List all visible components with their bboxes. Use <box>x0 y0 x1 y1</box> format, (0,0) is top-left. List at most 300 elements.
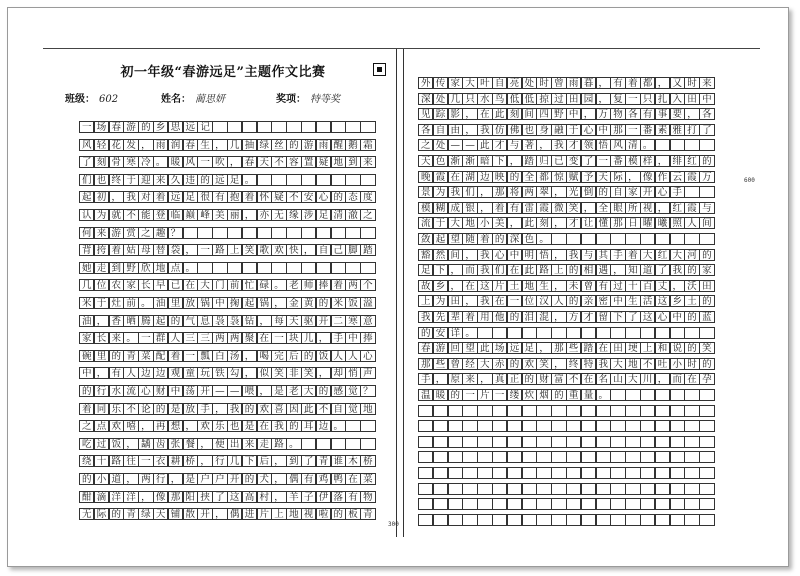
grid-cell: — <box>448 139 463 151</box>
grid-cell <box>462 483 477 495</box>
grid-cell: 啦 <box>316 508 331 520</box>
grid-cell: 是 <box>271 385 286 397</box>
grid-cell: 仿 <box>492 124 507 136</box>
grid-cell: 暗 <box>477 155 492 167</box>
grid-cell: 掬 <box>227 297 242 309</box>
grid-cell: 人 <box>345 350 360 362</box>
grid-cell: 青 <box>316 455 331 467</box>
grid-cell: 我 <box>477 249 492 261</box>
grid-cell <box>522 405 537 417</box>
grid-cell: 一 <box>183 350 198 362</box>
grid-cell: 有 <box>109 367 124 379</box>
grid-cell: 起 <box>242 297 257 309</box>
grid-cell: 怀 <box>257 191 272 203</box>
grid-cell: 安 <box>301 191 316 203</box>
grid-cell: 美 <box>492 217 507 229</box>
grid-cell: ， <box>462 108 477 120</box>
grid-cell: 边 <box>138 367 153 379</box>
grid-cell: 我 <box>227 403 242 415</box>
grid-cell <box>197 227 212 239</box>
grid-cell <box>566 483 581 495</box>
grid-cell <box>566 405 581 417</box>
grid-cell: 散 <box>183 508 198 520</box>
grid-cell: 的 <box>286 139 301 151</box>
grid-cell: 此 <box>522 264 537 276</box>
grid-row <box>418 405 714 417</box>
grid-cell: 犬 <box>257 473 272 485</box>
grid-cell <box>670 436 685 448</box>
grid-cell: 红 <box>655 249 670 261</box>
grid-cell <box>625 436 640 448</box>
grid-cell <box>477 514 492 526</box>
grid-row <box>79 403 375 415</box>
grid-cell: ， <box>183 420 198 432</box>
grid-cell <box>640 467 655 479</box>
grid-cell: 着 <box>477 233 492 245</box>
grid-cell: 在 <box>477 108 492 120</box>
grid-cell <box>492 498 507 510</box>
grid-cell: ， <box>625 171 640 183</box>
grid-cell: 望 <box>462 342 477 354</box>
grid-cell: 过 <box>610 280 625 292</box>
grid-cell: 前 <box>227 279 242 291</box>
grid-cell: 是 <box>183 473 198 485</box>
grid-cell: 霜 <box>360 139 375 151</box>
grid-cell: 自 <box>492 77 507 89</box>
grid-cell: 真 <box>492 373 507 385</box>
grid-cell: 手 <box>418 373 433 385</box>
grid-cell: 曦 <box>655 217 670 229</box>
grid-cell <box>197 262 212 274</box>
grid-row <box>418 467 714 479</box>
class-value: 602 <box>99 94 119 105</box>
grid-cell <box>507 436 522 448</box>
grid-cell: 有 <box>301 473 316 485</box>
grid-cell <box>301 121 316 133</box>
grid-cell <box>551 498 566 510</box>
grid-cell: 悄 <box>345 367 360 379</box>
grid-cell <box>522 436 537 448</box>
grid-cell: 香 <box>109 315 124 327</box>
grid-cell: 偶 <box>286 473 301 485</box>
grid-cell <box>507 483 522 495</box>
grid-cell: 着 <box>625 249 640 261</box>
grid-cell: 事 <box>655 108 670 120</box>
grid-cell: 来 <box>699 77 714 89</box>
grid-cell: 缕 <box>507 389 522 401</box>
grid-cell <box>242 262 257 274</box>
grid-cell: 些 <box>566 342 581 354</box>
grid-row <box>79 420 375 432</box>
grid-cell <box>610 483 625 495</box>
grid-cell: ？ <box>168 227 183 239</box>
grid-cell <box>670 420 685 432</box>
grid-cell <box>670 139 685 151</box>
grid-cell: 踪 <box>433 108 448 120</box>
grid-cell: ， <box>536 139 551 151</box>
grid-cell <box>670 514 685 526</box>
grid-cell: ， <box>183 244 198 256</box>
grid-cell: 的 <box>566 295 581 307</box>
grid-row <box>418 264 714 276</box>
grid-cell: 故 <box>418 280 433 292</box>
grid-cell: 低 <box>522 93 537 105</box>
grid-cell <box>640 498 655 510</box>
grid-cell: 开 <box>197 508 212 520</box>
grid-cell: 远 <box>507 342 522 354</box>
grid-cell <box>684 436 699 448</box>
grid-cell <box>596 483 611 495</box>
grid-cell: 不 <box>566 373 581 385</box>
class-label: 班级： <box>65 94 95 105</box>
grid-cell: ， <box>551 186 566 198</box>
grid-cell: 笑 <box>301 367 316 379</box>
grid-cell: 霞 <box>536 202 551 214</box>
grid-cell: 丈 <box>655 280 670 292</box>
grid-cell: 只 <box>462 93 477 105</box>
grid-cell: 丝 <box>271 139 286 151</box>
grid-cell: 此 <box>492 108 507 120</box>
grid-cell: 寒 <box>345 315 360 327</box>
grid-cell: 鸭 <box>331 473 346 485</box>
award-value: 特等奖 <box>310 94 340 105</box>
grid-cell: 流 <box>123 385 138 397</box>
grid-cell <box>684 186 699 198</box>
grid-cell: 上 <box>271 508 286 520</box>
grid-cell <box>699 186 714 198</box>
grid-cell: 我 <box>670 264 685 276</box>
grid-cell: 乐 <box>212 420 227 432</box>
grid-cell: ， <box>123 438 138 450</box>
grid-cell: 的 <box>242 473 257 485</box>
grid-cell: 米 <box>79 297 94 309</box>
grid-cell: 曾 <box>551 77 566 89</box>
grid-cell: 开 <box>197 385 212 397</box>
grid-cell <box>433 514 448 526</box>
grid-cell: 张 <box>168 438 183 450</box>
grid-cell: 于 <box>94 297 109 309</box>
grid-cell: 赤 <box>492 358 507 370</box>
grid-cell: 羊 <box>286 491 301 503</box>
grid-cell: 袅 <box>212 315 227 327</box>
grid-cell: 起 <box>153 315 168 327</box>
grid-cell <box>536 327 551 339</box>
grid-cell: 起 <box>79 191 94 203</box>
grid-cell: 来 <box>94 227 109 239</box>
grid-cell: 手 <box>331 332 346 344</box>
grid-cell <box>610 451 625 463</box>
grid-cell: 处 <box>433 93 448 105</box>
grid-cell: ， <box>316 332 331 344</box>
grid-cell: 铺 <box>168 508 183 520</box>
grid-cell: 一 <box>197 244 212 256</box>
grid-cell: 番 <box>610 155 625 167</box>
grid-cell <box>462 498 477 510</box>
grid-cell: 暖 <box>168 156 183 168</box>
grid-cell: 融 <box>551 124 566 136</box>
grid-cell: 懂 <box>596 217 611 229</box>
grid-cell: 的 <box>699 295 714 307</box>
grid-cell: 这 <box>477 280 492 292</box>
grid-cell: 间 <box>522 108 537 120</box>
grid-cell <box>684 233 699 245</box>
grid-cell: 手 <box>610 249 625 261</box>
grid-cell: 有 <box>212 191 227 203</box>
grid-cell: 红 <box>684 155 699 167</box>
grid-cell: 曾 <box>448 358 463 370</box>
grid-cell: 踏 <box>581 342 596 354</box>
grid-cell: 在 <box>596 342 611 354</box>
grid-cell: 己 <box>331 244 346 256</box>
grid-cell: 桥 <box>183 455 198 467</box>
grid-cell <box>418 514 433 526</box>
grid-cell: 汤 <box>227 350 242 362</box>
grid-cell <box>581 483 596 495</box>
grid-cell <box>492 467 507 479</box>
grid-cell: ， <box>271 491 286 503</box>
grid-cell: 几 <box>227 455 242 467</box>
grid-cell: 游 <box>301 139 316 151</box>
grid-cell <box>257 262 272 274</box>
grid-row <box>418 311 714 323</box>
grid-cell: 自 <box>316 244 331 256</box>
grid-cell: 开 <box>316 315 331 327</box>
grid-cell: 霞 <box>684 171 699 183</box>
grid-cell: 的 <box>301 350 316 362</box>
grid-row <box>418 139 714 151</box>
grid-cell: ， <box>670 280 685 292</box>
grid-cell: 歌 <box>257 244 272 256</box>
grid-cell <box>596 420 611 432</box>
grid-cell: 一 <box>138 455 153 467</box>
grid-cell: 领 <box>581 139 596 151</box>
grid-row <box>418 342 714 354</box>
grid-cell: 登 <box>153 209 168 221</box>
grid-cell: 小 <box>477 217 492 229</box>
grid-cell <box>360 174 375 186</box>
grid-cell: 齿 <box>153 438 168 450</box>
grid-cell <box>699 514 714 526</box>
grid-row <box>418 389 714 401</box>
grid-cell: 终 <box>109 174 124 186</box>
grid-cell: 位 <box>522 295 537 307</box>
grid-cell: 混 <box>536 311 551 323</box>
grid-cell: 银 <box>462 202 477 214</box>
grid-cell: 山 <box>610 373 625 385</box>
grid-cell: 母 <box>138 244 153 256</box>
grid-cell: 才 <box>492 139 507 151</box>
grid-cell: 水 <box>477 93 492 105</box>
grid-row <box>418 93 714 105</box>
grid-cell: 一 <box>507 295 522 307</box>
grid-row <box>418 295 714 307</box>
grid-cell: 了 <box>301 455 316 467</box>
grid-cell: 能 <box>138 209 153 221</box>
grid-cell: 终 <box>566 358 581 370</box>
grid-cell: 铁 <box>212 367 227 379</box>
grid-cell: 刻 <box>507 108 522 120</box>
grid-cell: 红 <box>670 202 685 214</box>
grid-cell <box>433 451 448 463</box>
grid-row <box>418 358 714 370</box>
grid-cell: 影 <box>448 108 463 120</box>
grid-cell: ， <box>197 438 212 450</box>
grid-cell <box>462 514 477 526</box>
grid-cell: 家 <box>625 186 640 198</box>
grid-cell: 春 <box>183 139 198 151</box>
grid-row <box>79 227 375 239</box>
grid-cell <box>699 389 714 401</box>
grid-cell: 已 <box>168 279 183 291</box>
grid-cell: 们 <box>492 264 507 276</box>
grid-cell <box>418 420 433 432</box>
grid-cell: 几 <box>448 93 463 105</box>
grid-cell <box>271 121 286 133</box>
grid-cell: 湖 <box>462 171 477 183</box>
grid-cell: 袋 <box>168 244 183 256</box>
grid-cell: 气 <box>183 315 198 327</box>
grid-cell: 地 <box>522 280 537 292</box>
grid-cell: 游 <box>123 121 138 133</box>
grid-cell <box>418 436 433 448</box>
grid-cell: 雨 <box>566 77 581 89</box>
grid-row <box>79 209 375 221</box>
grid-cell: 生 <box>197 139 212 151</box>
grid-cell: 再 <box>153 420 168 432</box>
right-margin-mark: 600 <box>744 177 755 184</box>
grid-row <box>79 244 375 256</box>
grid-cell: 吐 <box>655 358 670 370</box>
grid-cell: 疑 <box>271 191 286 203</box>
grid-cell: 已 <box>551 155 566 167</box>
grid-cell: 走 <box>94 262 109 274</box>
grid-cell <box>596 498 611 510</box>
grid-cell: 她 <box>79 262 94 274</box>
grid-cell: 笑 <box>271 367 286 379</box>
grid-cell: 家 <box>448 77 463 89</box>
grid-cell: 霞 <box>684 202 699 214</box>
grid-cell: 天 <box>286 315 301 327</box>
grid-cell: 道 <box>640 264 655 276</box>
grid-cell: 在 <box>345 473 360 485</box>
grid-cell: 时 <box>536 77 551 89</box>
grid-cell <box>477 451 492 463</box>
grid-cell: 成 <box>448 202 463 214</box>
grid-cell <box>448 451 463 463</box>
grid-cell: 伊 <box>316 491 331 503</box>
grid-cell: 起 <box>433 233 448 245</box>
grid-cell: ， <box>271 297 286 309</box>
grid-cell: 田 <box>684 93 699 105</box>
grid-cell: 我 <box>477 124 492 136</box>
grid-cell: 温 <box>418 389 433 401</box>
grid-cell: 一 <box>596 155 611 167</box>
grid-cell: ， <box>271 455 286 467</box>
grid-cell: 初 <box>94 191 109 203</box>
grid-cell: 着 <box>153 191 168 203</box>
grid-cell <box>596 467 611 479</box>
grid-cell: 埂 <box>625 342 640 354</box>
grid-cell: 的 <box>699 155 714 167</box>
grid-cell: ， <box>242 350 257 362</box>
grid-cell: 景 <box>418 186 433 198</box>
grid-cell: ， <box>94 315 109 327</box>
grid-cell: ， <box>684 108 699 120</box>
grid-cell: 一 <box>197 156 212 168</box>
grid-cell: ， <box>227 156 242 168</box>
grid-cell: 模 <box>625 155 640 167</box>
grid-cell: 的 <box>168 315 183 327</box>
grid-row <box>418 233 714 245</box>
grid-cell: 曾 <box>581 280 596 292</box>
grid-cell: ， <box>596 93 611 105</box>
grid-cell: 小 <box>670 358 685 370</box>
grid-cell <box>507 405 522 417</box>
grid-cell <box>418 467 433 479</box>
grid-row <box>79 385 375 397</box>
grid-cell <box>581 420 596 432</box>
grid-cell: 然 <box>433 249 448 261</box>
grid-cell: 在 <box>581 373 596 385</box>
grid-cell: 方 <box>566 311 581 323</box>
grid-cell: 涉 <box>301 209 316 221</box>
grid-cell: 的 <box>109 508 124 520</box>
grid-cell: 阳 <box>183 491 198 503</box>
grid-cell: 变 <box>566 155 581 167</box>
grid-cell: 户 <box>197 473 212 485</box>
grid-cell: 的 <box>242 403 257 415</box>
grid-cell: 桥 <box>360 455 375 467</box>
grid-cell: 河 <box>684 249 699 261</box>
grid-cell: 日 <box>625 217 640 229</box>
grid-cell: 醒 <box>331 139 346 151</box>
award-field <box>276 90 340 105</box>
grid-cell: 足 <box>183 191 198 203</box>
grid-cell <box>271 262 286 274</box>
grid-row <box>79 297 375 309</box>
grid-cell: 深 <box>507 233 522 245</box>
grid-cell: 地 <box>331 156 346 168</box>
grid-cell <box>418 498 433 510</box>
grid-cell: 地 <box>625 358 640 370</box>
grid-cell <box>581 467 596 479</box>
grid-cell: 落 <box>331 491 346 503</box>
grid-cell: — <box>212 385 227 397</box>
grid-cell: 们 <box>462 186 477 198</box>
grid-cell: 物 <box>610 108 625 120</box>
grid-cell: 足 <box>316 209 331 221</box>
grid-cell: 要 <box>670 108 685 120</box>
grid-cell: 感 <box>331 385 346 397</box>
grid-row <box>79 315 375 327</box>
grid-row <box>79 279 375 291</box>
grid-cell <box>610 514 625 526</box>
grid-cell: 来 <box>360 156 375 168</box>
grid-cell: 。 <box>462 327 477 339</box>
grid-cell <box>566 467 581 479</box>
grid-cell: ， <box>551 358 566 370</box>
grid-cell: 踏 <box>522 155 537 167</box>
grid-row <box>418 436 714 448</box>
grid-cell <box>625 498 640 510</box>
grid-cell <box>227 262 242 274</box>
grid-cell: 大 <box>301 385 316 397</box>
grid-cell: 一 <box>625 124 640 136</box>
grid-cell <box>448 514 463 526</box>
grid-cell <box>492 405 507 417</box>
grid-cell: 捧 <box>360 332 375 344</box>
grid-cell: ， <box>242 209 257 221</box>
